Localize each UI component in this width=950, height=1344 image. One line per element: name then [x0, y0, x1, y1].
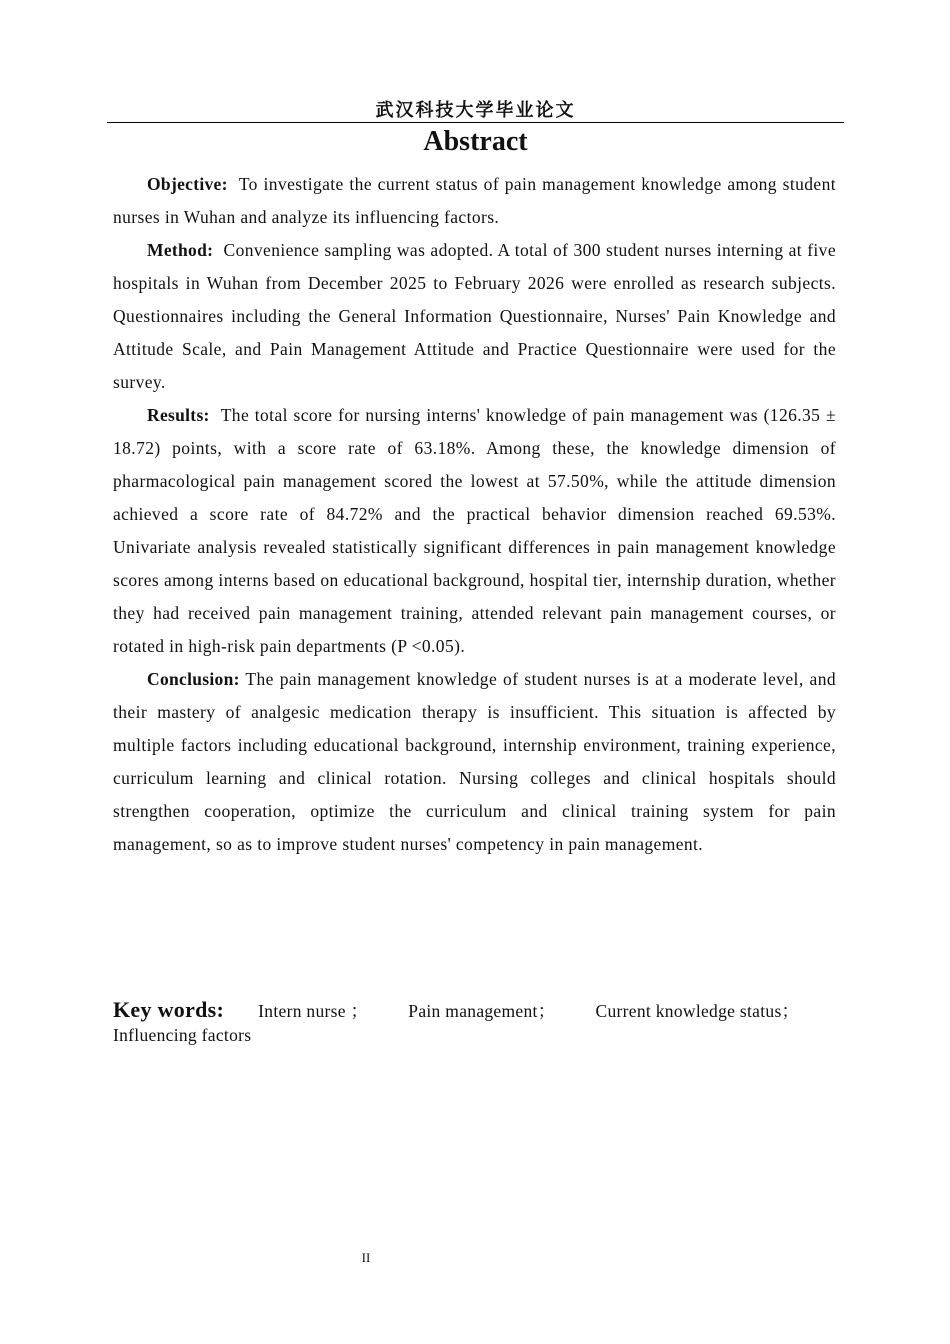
- abstract-body: [113, 168, 836, 861]
- keyword-item: Current knowledge status；Influencing factors: [113, 1001, 800, 1045]
- keywords-block: [113, 998, 836, 1047]
- method-label: Method:: [147, 240, 214, 260]
- method-text: Convenience sampling was adopted. A total of 300 student nurses interning at five hospitals in Wuhan from December 2025 to February 2026 were enrolled as research subjects. Questionnaires including the General Information Questionnaire, Nurses' Pain Knowledge and Attitude Scale, and Pain Management Attitude and Practice Questionnaire were used for the survey.: [113, 240, 836, 392]
- keywords-label: Key words:: [113, 997, 225, 1022]
- conclusion-paragraph: [113, 663, 836, 861]
- keyword-item: Pain management；: [408, 1001, 556, 1021]
- results-text: The total score for nursing interns' knowledge of pain management was (126.35 ± 18.72) points, with a score rate of 63.18%. Among these, the knowledge dimension of pharmacological pain management scored the lowest at 57.50%, while the attitude dimension achieved a score rate of 84.72% and the practical behavior dimension reached 69.53%. Univariate analysis revealed statistically significant differences in pain management knowledge scores among interns based on educational background, hospital tier, internship duration, whether they had received pain management training, attended relevant pain management courses, or rotated in high-risk pain departments (P <0.05).: [113, 405, 837, 656]
- abstract-title: Abstract: [423, 126, 528, 157]
- conclusion-text: The pain management knowledge of student nurses is at a moderate level, and their mastery of analgesic medication therapy is insufficient. This situation is affected by multiple factors including educational background, internship environment, training experience, curriculum learning and clinical rotation. Nursing colleges and clinical hospitals should strengthen cooperation, optimize the curriculum and clinical training system for pain management, so as to improve student nurses' competency in pain management.: [113, 669, 836, 854]
- objective-label: Objective:: [147, 174, 228, 194]
- method-paragraph: [113, 234, 836, 399]
- keyword-item: Intern nurse ；: [258, 1001, 369, 1021]
- results-paragraph: [113, 399, 836, 663]
- running-header: 武汉科技大学毕业论文: [375, 100, 576, 121]
- header-rule: [107, 122, 844, 123]
- objective-paragraph: [113, 168, 836, 234]
- objective-text: To investigate the current status of pain management knowledge among student nurses in Wuhan and analyze its influencing factors.: [113, 174, 836, 227]
- page-number: II: [361, 1250, 371, 1265]
- results-label: Results:: [147, 405, 210, 425]
- conclusion-label: Conclusion:: [147, 669, 240, 689]
